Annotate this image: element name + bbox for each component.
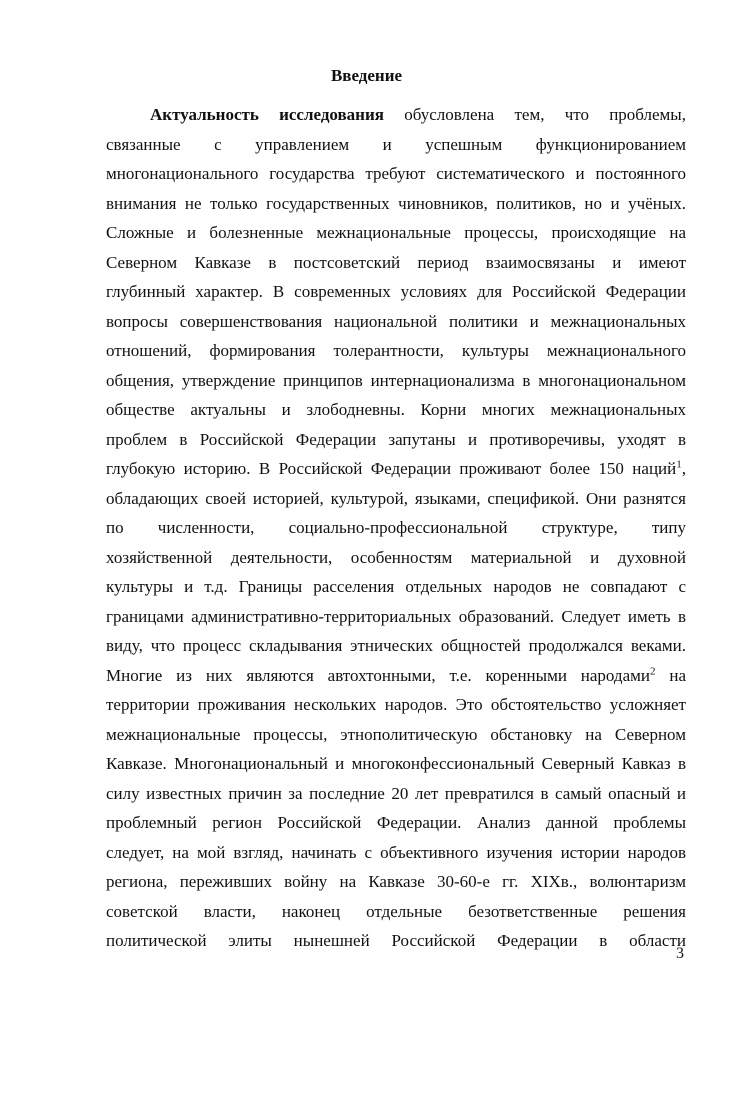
text-line: Сложные и болезненные межнациональные процессы, происходящие на <box>106 223 686 242</box>
text-line: обладающих своей историей, культурой, языками, спецификой. Они разнятся <box>106 488 686 508</box>
text-line: общения, утверждение принципов интернационализма в многонациональном <box>106 370 686 390</box>
body-paragraph <box>106 100 686 956</box>
footnote-ref-2[interactable]: 2 <box>649 664 656 677</box>
text-line: многонационального государства требуют систематического и постоянного <box>106 164 686 183</box>
text-line: силу известных причин за последние 20 лет превратился в самый опасный и <box>106 783 686 803</box>
text-line: Северном Кавказе в постсоветский период взаимосвязаны и имеют <box>106 252 686 272</box>
text-line: виду, что процесс складывания этнических общностей продолжался веками. <box>106 636 686 655</box>
text-line: Многие из них являются автохтонными, т.е. коренными народами$^2$ на <box>106 664 686 685</box>
text-line: границами административно-территориальных образований. Следует иметь в <box>106 606 686 626</box>
text-line: обществе актуальны и злободневны. Корни многих межнациональных <box>106 400 686 419</box>
lead-bold-phrase: Актуальность исследования <box>150 105 384 124</box>
text-line: глубокую историю. В Российской Федерации проживают более 150 наций$^1$, <box>106 458 686 478</box>
text-line: культуры и т.д. Границы расселения отдельных народов не совпадают с <box>106 577 686 596</box>
text-line: следует, на мой взгляд, начинать с объективного изучения истории народов <box>106 842 686 862</box>
text-line: внимания не только государственных чиновников, политиков, но и учёных. <box>106 193 686 213</box>
text-line: связанные с управлением и успешным функционированием <box>106 134 686 154</box>
text-line: политической элиты нынешней Российской Федерации в области <box>106 931 686 950</box>
text-line: Кавказе. Многонациональный и многоконфессиональный Северный Кавказ в <box>106 754 686 773</box>
text-line: региона, переживших войну на Кавказе 30-60-е гг. XIXв., волюнтаризм <box>106 872 686 891</box>
text-line: проблемный регион Российской Федерации. Анализ данной проблемы <box>106 813 686 832</box>
text-line: по численности, социально-профессиональной структуре, типу <box>106 518 686 537</box>
text-line: глубинный характер. В современных условиях для Российской Федерации <box>106 282 686 301</box>
page-number: 3 <box>676 945 684 962</box>
text-line: проблем в Российской Федерации запутаны и противоречивы, уходят в <box>106 429 686 449</box>
text-line: вопросы совершенствования национальной политики и межнациональных <box>106 311 686 331</box>
text-line: отношений, формирования толерантности, культуры межнационального <box>106 341 686 360</box>
section-title: Введение <box>330 66 403 85</box>
text-line: хозяйственной деятельности, особенностям материальной и духовной <box>106 547 686 567</box>
text-line: территории проживания нескольких народов. Это обстоятельство усложняет <box>106 695 686 714</box>
text-line: Актуальность исследования обусловлена тем, что проблемы, <box>150 105 686 124</box>
text-line: советской власти, наконец отдельные безответственные решения <box>106 901 686 921</box>
text-line: межнациональные процессы, этнополитическую обстановку на Северном <box>106 724 686 744</box>
footnote-ref-1[interactable]: 1 <box>676 458 682 471</box>
